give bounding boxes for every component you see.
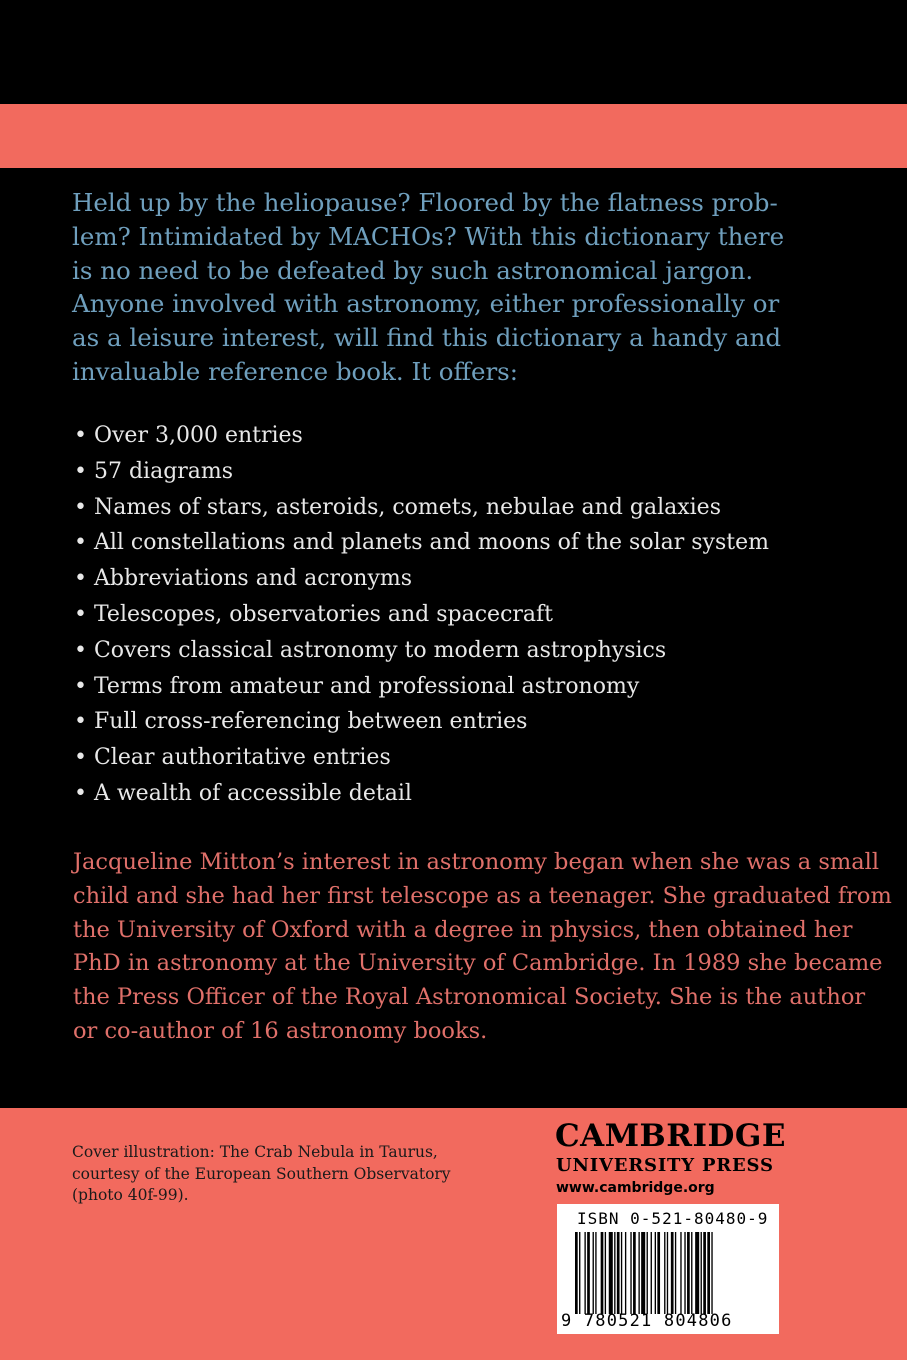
feature-item: • Full cross-referencing between entries — [74, 709, 528, 735]
credit-line: Cover illustration: The Crab Nebula in Taurus, — [72, 1143, 438, 1161]
blurb-line: Held up by the heliopause? Floored by the flatness prob- — [72, 188, 778, 217]
bio-line: Jacqueline Mitton’s interest in astronomy began when she was a small — [73, 849, 880, 875]
top-salmon-band — [0, 104, 907, 168]
blurb-line: lem? Intimidated by MACHOs? With this dictionary there — [72, 221, 785, 251]
blurb-line: is no need to be defeated by such astronomical jargon. — [72, 255, 754, 285]
publisher-url: www.cambridge.org — [556, 1180, 715, 1196]
credit-line: courtesy of the European Southern Observatory — [72, 1164, 451, 1183]
bio-line: child and she had her first telescope as a teenager. She graduated from — [73, 882, 892, 909]
feature-item: • Over 3,000 entries — [74, 423, 303, 448]
feature-item: • Covers classical astronomy to modern astrophysics — [74, 637, 667, 663]
feature-list — [74, 418, 834, 812]
blurb-line: invaluable reference book. It offers: — [72, 356, 518, 386]
feature-item: • Clear authoritative entries — [74, 745, 391, 771]
feature-item: • A wealth of accessible detail — [74, 780, 412, 806]
bio-line: the University of Oxford with a degree in physics, then obtained her — [73, 916, 853, 943]
barcode-panel — [557, 1204, 779, 1334]
blurb-line: Anyone involved with astronomy, either professionally or — [72, 289, 780, 319]
isbn-label: ISBN 0-521-80480-9 — [577, 1209, 769, 1228]
barcode-icon — [575, 1232, 765, 1314]
feature-item: • Terms from amateur and professional astronomy — [74, 673, 640, 699]
feature-item: • Abbreviations and acronyms — [74, 566, 413, 592]
author-bio — [73, 846, 892, 1049]
feature-item: • 57 diagrams — [74, 458, 234, 484]
bio-line: the Press Officer of the Royal Astronomical Society. She is the author — [73, 984, 866, 1011]
bio-line: PhD in astronomy at the University of Cambridge. In 1989 she became — [73, 950, 883, 977]
barcode-digits: 9 780521 804806 — [561, 1311, 733, 1331]
publisher-name: CAMBRIDGE — [555, 1118, 786, 1154]
feature-item: • All constellations and planets and moons of the solar system — [74, 530, 769, 556]
feature-item: • Telescopes, observatories and spacecraft — [74, 601, 554, 627]
credit-line: (photo 40f-99). — [72, 1186, 189, 1204]
bio-line: or co-author of 16 astronomy books. — [73, 1017, 488, 1044]
blurb-line: as a leisure interest, will find this dictionary a handy and — [72, 323, 782, 353]
blurb-paragraph — [72, 186, 785, 389]
feature-item: • Names of stars, asteroids, comets, nebulae and galaxies — [74, 494, 721, 520]
cover-credit — [72, 1142, 492, 1207]
publisher-press: UNIVERSITY PRESS — [556, 1155, 774, 1176]
